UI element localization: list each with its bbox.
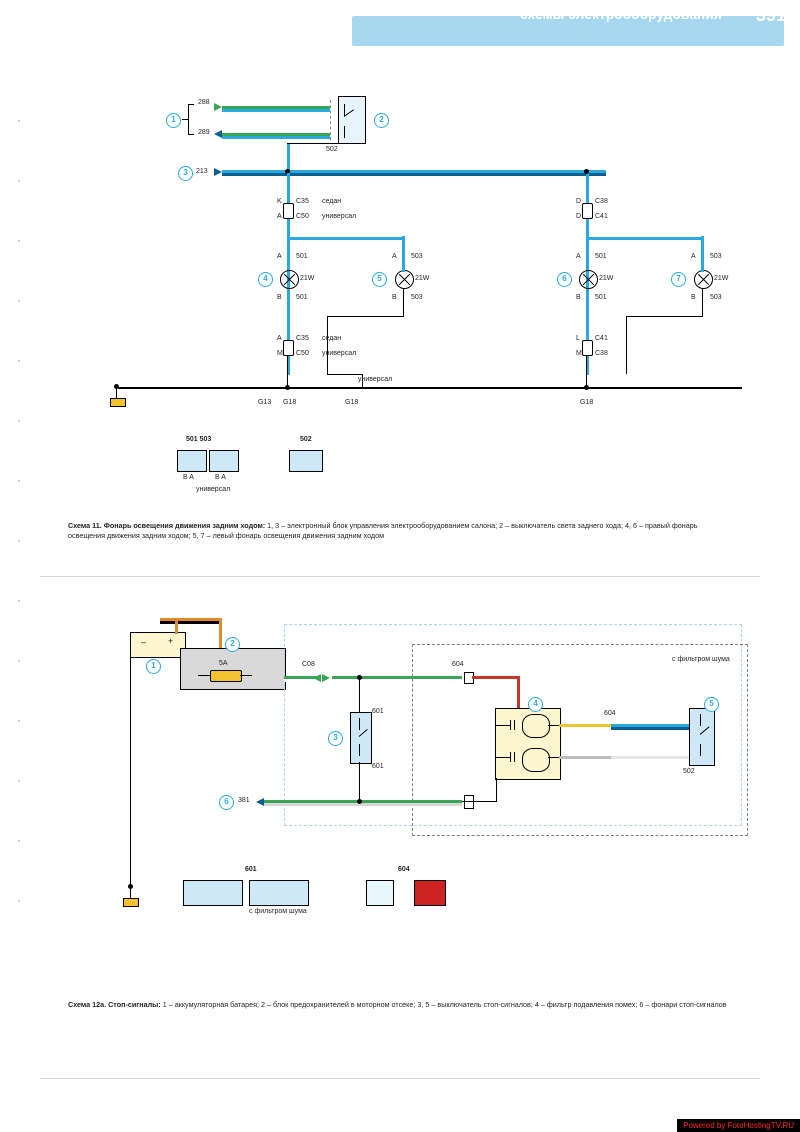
drop-502-to-bus xyxy=(287,143,290,171)
wire-604-blue-dark xyxy=(611,727,689,730)
wire-filter-yellow xyxy=(559,724,611,727)
term-A-top: A xyxy=(277,213,282,220)
connector-icon-501 xyxy=(177,450,207,472)
lamp4-top-term: A xyxy=(277,253,282,260)
connector-symbol-left-top xyxy=(283,203,294,219)
term-K: K xyxy=(277,198,282,205)
inductor-coil-2 xyxy=(522,748,550,772)
watermark-footer: Powered by FotoHostingTV.RU xyxy=(677,1119,800,1132)
junction-dot-bus-right xyxy=(584,169,589,174)
label-universal-ground: универсал xyxy=(358,376,393,383)
legend-pins-501: B A xyxy=(183,474,194,481)
divider-2 xyxy=(40,1078,760,1079)
node-marker-6: 6 xyxy=(557,272,572,287)
fuse-rating-label: 5A xyxy=(219,660,228,667)
switch-to-drop xyxy=(287,143,345,144)
fusebox-feed-drop xyxy=(219,618,222,648)
lamp-symbol-4 xyxy=(280,270,299,289)
battery-plus-drop xyxy=(175,618,178,634)
bracket-top xyxy=(188,104,194,105)
lamp4-bot-term: B xyxy=(277,294,282,301)
node-marker-5: 5 xyxy=(372,272,387,287)
cap-plate-2 xyxy=(514,720,515,730)
scheme-11-caption-text: 1, 3 – электронный блок управления электрооборудованием салона; 2 – выключатель света заднего хода; 4, 6 – правый фонарь освещения движения задним ходом; 5, 7 – левый фонарь освещения движения задним ходом xyxy=(68,521,698,540)
connector-label-502: 502 xyxy=(326,146,338,153)
cap-plate-3 xyxy=(510,752,511,762)
node-marker-12a-4: 4 xyxy=(528,697,543,712)
term-L-bot: L xyxy=(576,335,580,342)
node-marker-2: 2 xyxy=(374,113,389,128)
battery-plus-wire-black xyxy=(160,621,222,624)
ground-symbol-11 xyxy=(110,384,132,406)
node-marker-1: 1 xyxy=(166,113,181,128)
wire-label-289: 289 xyxy=(198,129,210,136)
wire-filter-gray xyxy=(559,756,611,759)
page-title: схемы электрооборудования xyxy=(520,7,722,22)
ground-bus xyxy=(118,387,742,389)
wire-label-288: 288 xyxy=(198,99,210,106)
lamp7-bot-wire: 503 xyxy=(710,294,722,301)
node-marker-7: 7 xyxy=(671,272,686,287)
scheme-11-caption xyxy=(68,521,728,540)
filter-lead-2 xyxy=(496,757,510,758)
switch-dash xyxy=(330,100,331,140)
legend-label-502: 502 xyxy=(300,436,312,443)
connector-icon-604-a xyxy=(366,880,394,906)
connector-icon-601-a xyxy=(183,880,243,906)
cap-plate-1 xyxy=(510,720,511,730)
lamp7-top-term: A xyxy=(691,253,696,260)
battery-plus: + xyxy=(168,636,174,646)
c08-arrow-left xyxy=(313,674,321,682)
scheme-12a-caption-text: 1 – аккумуляторная батарея; 2 – блок предохранителей в моторном отсеке; 3, 5 – выключатель стоп-сигналов; 4 – фильтр подавления помех; 6 – фонари стоп-сигналов xyxy=(160,1000,727,1009)
ground-symbol-12a xyxy=(118,884,140,906)
wire-289-blue xyxy=(222,136,330,139)
conn-C41-bot: C41 xyxy=(595,335,608,342)
conn-C50-bot: C50 xyxy=(296,350,309,357)
node-marker-12a-3: 3 xyxy=(328,731,343,746)
connector-symbol-right-bottom xyxy=(582,340,593,356)
term-M-bot: M xyxy=(277,350,283,357)
inductor-coil-1 xyxy=(522,714,550,738)
battery-ground-lead xyxy=(130,656,131,886)
arrow-381 xyxy=(256,798,264,806)
node-marker-3: 3 xyxy=(178,166,193,181)
ground-label-G18-3: G18 xyxy=(580,399,594,406)
lamp6-power: 21W xyxy=(599,275,614,282)
wire-label-381: 381 xyxy=(238,797,250,804)
lamp7-power: 21W xyxy=(714,275,729,282)
fuse-lead-left xyxy=(198,675,210,676)
switch-502-12a-body xyxy=(689,708,715,766)
lamp6-top-term: A xyxy=(576,253,581,260)
bracket-left xyxy=(188,104,189,134)
connector-icon-503 xyxy=(209,450,239,472)
conn-C38: C38 xyxy=(595,198,608,205)
switch-502-12a-contact-b xyxy=(700,744,701,756)
bracket-bottom xyxy=(188,134,194,135)
wire-label-601-bottom: 601 xyxy=(372,763,384,770)
wire-label-604-right: 604 xyxy=(604,710,616,717)
lamp-symbol-7 xyxy=(694,270,713,289)
fuse-symbol xyxy=(210,670,242,682)
wire-604-red xyxy=(472,676,520,679)
battery-minus: – xyxy=(141,637,147,647)
lamp5-power: 21W xyxy=(415,275,430,282)
ground-label-G18-2: G18 xyxy=(345,399,359,406)
filter-lead-1 xyxy=(496,725,510,726)
lamp4-top-wire: 501 xyxy=(296,253,308,260)
legend-sub-noise-filter: с фильтром шума xyxy=(249,908,307,915)
battery-body xyxy=(130,632,186,658)
connector-symbol-right-top xyxy=(582,203,593,219)
conn-C38-bot: C38 xyxy=(595,350,608,357)
legend-label-601: 601 xyxy=(245,866,257,873)
lamp6-bot-term: B xyxy=(576,294,581,301)
connector-icon-601-b xyxy=(249,880,309,906)
legend-label-501-503: 501 503 xyxy=(186,436,212,443)
arrow-289 xyxy=(214,130,222,138)
switch-502-12a-contact-a xyxy=(700,714,701,726)
switch-601-contact-a xyxy=(359,718,360,730)
label-universal-bot: универсал xyxy=(322,350,357,357)
node-marker-12a-2: 2 xyxy=(225,637,240,652)
junction-dot-381 xyxy=(357,799,362,804)
lamp5-return xyxy=(327,316,404,317)
fuse-lead-right xyxy=(240,675,252,676)
legend-pins-503: B A xyxy=(215,474,226,481)
connector-icon-604-b xyxy=(414,880,446,906)
wire-604-red-drop xyxy=(517,676,520,708)
lamp7-return-down xyxy=(626,316,627,374)
conn-C50: C50 xyxy=(296,213,309,220)
wire-381-white xyxy=(264,803,462,806)
switch-601-contact-b xyxy=(359,744,360,756)
lamp6-bot-wire: 501 xyxy=(595,294,607,301)
connector-label-C08: C08 xyxy=(302,661,315,668)
conn-381-symbol xyxy=(464,795,474,809)
filter-bottom-drop xyxy=(496,778,497,802)
fuse-box-body xyxy=(180,648,286,690)
wire-381-to-filter xyxy=(462,801,496,802)
wire-label-213: 213 xyxy=(196,168,208,175)
term-D-1: D xyxy=(576,198,582,205)
lamp5-top-wire: 503 xyxy=(411,253,423,260)
lamp5-top-lead xyxy=(402,236,405,272)
lamp5-feed xyxy=(287,237,403,240)
label-sedan-top: седан xyxy=(322,198,342,205)
lamp4-power: 21W xyxy=(300,275,315,282)
switch-contact-lower xyxy=(344,126,345,138)
lamp5-bot-lead xyxy=(403,288,404,316)
ground-label-G18-1: G18 xyxy=(283,399,297,406)
wire-return-white xyxy=(611,756,689,759)
universal-jog xyxy=(327,374,363,375)
page-number: 391 xyxy=(755,5,786,25)
lamp4-bot-wire: 501 xyxy=(296,294,308,301)
conn-C35: C35 xyxy=(296,198,309,205)
conn-C35-bot: C35 xyxy=(296,335,309,342)
node-marker-4: 4 xyxy=(258,272,273,287)
legend-sub-universal: универсал xyxy=(196,486,231,493)
lamp7-return xyxy=(626,316,703,317)
lamp7-bot-lead xyxy=(702,288,703,316)
switch-601-top-lead xyxy=(359,679,360,712)
connector-icon-502 xyxy=(289,450,323,472)
binding-marks xyxy=(18,120,20,940)
scheme-12a-caption-title: Схема 12а. Стоп-сигналы: xyxy=(68,1000,161,1009)
ground-dot-right xyxy=(584,385,589,390)
lamp5-bot-wire: 503 xyxy=(411,294,423,301)
switch-601-bottom-lead xyxy=(359,762,360,804)
lamp7-feed xyxy=(586,237,702,240)
term-M-bot-right: M xyxy=(576,350,582,357)
lamp7-top-wire: 503 xyxy=(710,253,722,260)
scheme-11-caption-title: Схема 11. Фонарь освещения движения задним ходом: xyxy=(68,521,266,530)
term-A-bot: A xyxy=(277,335,282,342)
lamp5-return-down xyxy=(327,316,328,374)
legend-label-604: 604 xyxy=(398,866,410,873)
right-ground-drop xyxy=(586,356,587,387)
label-sedan-bot: седан xyxy=(322,335,342,342)
switch-502-body xyxy=(338,96,366,144)
wire-label-601-top: 601 xyxy=(372,708,384,715)
bracket-stem xyxy=(182,119,188,120)
cap-plate-4 xyxy=(514,752,515,762)
c08-arrow-right xyxy=(322,674,330,682)
left-ground-drop xyxy=(287,356,288,387)
wire-label-604-left: 604 xyxy=(452,661,464,668)
noise-filter-label: с фильтром шума xyxy=(672,656,730,663)
lamp-symbol-6 xyxy=(579,270,598,289)
connector-label-502-12a: 502 xyxy=(683,768,695,775)
lamp6-top-wire: 501 xyxy=(595,253,607,260)
divider-1 xyxy=(40,576,760,577)
scheme-12a-caption xyxy=(68,1000,728,1010)
label-universal-top: универсал xyxy=(322,213,357,220)
ground-label-G13: G13 xyxy=(258,399,272,406)
lamp5-top-term: A xyxy=(392,253,397,260)
ground-dot-left xyxy=(285,385,290,390)
arrow-288 xyxy=(214,103,222,111)
term-D-2: D xyxy=(576,213,582,220)
arrow-213 xyxy=(214,168,222,176)
lamp7-top-lead xyxy=(701,236,704,272)
conn-C41: C41 xyxy=(595,213,608,220)
node-marker-12a-5: 5 xyxy=(704,697,719,712)
node-marker-12a-1: 1 xyxy=(146,659,161,674)
lamp5-bot-term: B xyxy=(392,294,397,301)
lamp-symbol-5 xyxy=(395,270,414,289)
connector-symbol-left-bottom xyxy=(283,340,294,356)
node-marker-12a-6: 6 xyxy=(219,795,234,810)
wire-288-blue xyxy=(222,109,330,112)
lamp7-bot-term: B xyxy=(691,294,696,301)
bus-213-dark xyxy=(222,173,606,176)
switch-601-body xyxy=(350,712,372,764)
